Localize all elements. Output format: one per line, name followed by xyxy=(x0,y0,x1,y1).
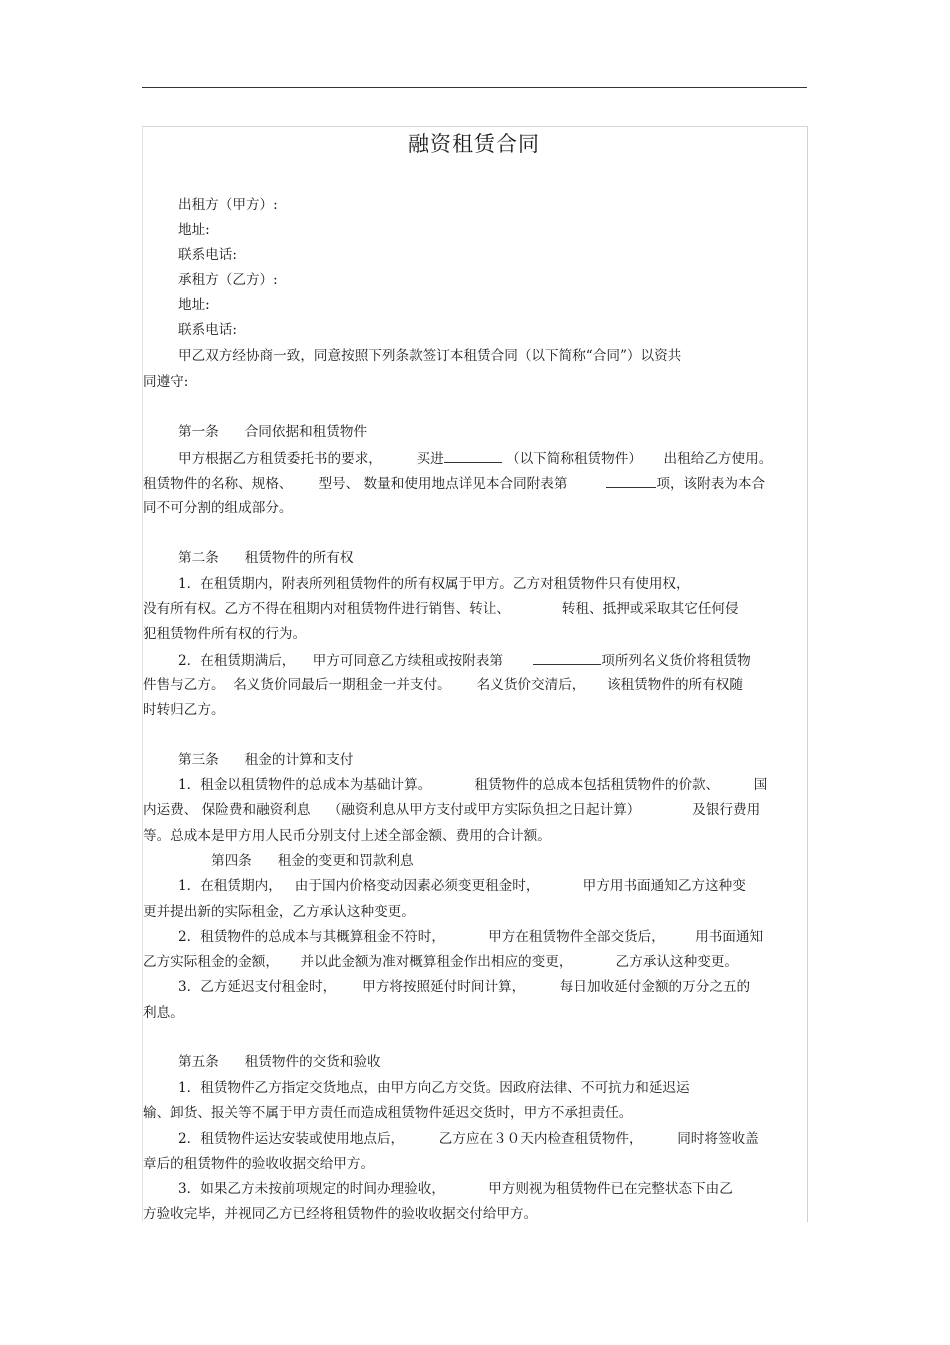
intro-line-2: 同遵守: xyxy=(143,374,189,390)
article-5-p1-line-2: 输、卸货、报关等不属于甲方责任而造成租赁物件延迟交货时，甲方不承担责任。 xyxy=(143,1105,633,1121)
article-5-p3-line-1: 3．如果乙方未按前项规定的时间办理验收， 甲方则视为租赁物件已在完整状态下由乙 xyxy=(178,1181,733,1197)
article-3-line-2: 内运费、 保险费和融资利息 （融资利息从甲方支付或甲方实际负担之日起计算） 及银行费用 xyxy=(143,802,761,818)
article-4-p1-line-1: 1．在租赁期内， 由于国内价格变动因素必须变更租金时， 甲方用书面通知乙方这种变 xyxy=(178,878,746,894)
article-2-p1-line-1: 1．在租赁期内，附表所列租赁物件的所有权属于甲方。乙方对租赁物件只有使用权， xyxy=(178,576,690,592)
article-2-p1-line-3: 犯租赁物件所有权的行为。 xyxy=(143,626,307,642)
article-4-p3-line-1: 3．乙方延迟支付租金时， 甲方将按照延付时间计算， 每日加收延付金额的万分之五的 xyxy=(178,979,751,995)
article-3-line-3: 等。总成本是甲方用人民币分别支付上述全部金额、费用的合计额。 xyxy=(143,828,551,844)
article-5-p2-line-2: 章后的租赁物件的验收收据交给甲方。 xyxy=(143,1156,375,1172)
article-4-heading: 第四条 租金的变更和罚款利息 xyxy=(211,853,414,869)
article-5-p2-line-1: 2．租赁物件运达安装或使用地点后， 乙方应在３０天内检查租赁物件， 同时将签收盖 xyxy=(178,1131,759,1147)
article-5-heading: 第五条 租赁物件的交货和验收 xyxy=(178,1054,381,1070)
lessor-label: 出租方（甲方）: xyxy=(178,197,278,213)
article-4-p2-line-2: 乙方实际租金的金额， 并以此金额为准对概算租金作出相应的变更， 乙方承认这种变更。 xyxy=(143,954,738,970)
article-1-line-1: 甲方根据乙方租赁委托书的要求， 买进 （以下简称租赁物件） 出租给乙方使用。 xyxy=(178,451,773,467)
article-1-line-3: 同不可分割的组成部分。 xyxy=(143,500,293,516)
blank-field xyxy=(444,449,502,463)
blank-field xyxy=(606,474,656,488)
article-2-heading: 第二条 租赁物件的所有权 xyxy=(178,550,354,566)
lessee-address-label: 地址: xyxy=(178,297,210,313)
article-4-p3-line-2: 利息。 xyxy=(143,1005,184,1021)
intro-line-1: 甲乙双方经协商一致，同意按照下列条款签订本租赁合同（以下简称“合同”）以资共 xyxy=(178,348,682,364)
lessee-label: 承租方（乙方）: xyxy=(178,272,278,288)
lessor-address-label: 地址: xyxy=(178,222,210,238)
article-4-p1-line-2: 更并提出新的实际租金，乙方承认这种变更。 xyxy=(143,904,415,920)
article-5-p1-line-1: 1．租赁物件乙方指定交货地点，由甲方向乙方交货。因政府法律、不可抗力和延迟运 xyxy=(178,1080,690,1096)
document-title: 融资租赁合同 xyxy=(408,132,540,156)
article-3-heading: 第三条 租金的计算和支付 xyxy=(178,752,354,768)
lessor-phone-label: 联系电话: xyxy=(178,247,237,263)
article-1-heading: 第一条 合同依据和租赁物件 xyxy=(178,424,368,440)
article-2-p2-line-2: 件售与乙方。 名义货价同最后一期租金一并支付。 名义货价交清后， 该租赁物件的所有权随 xyxy=(143,677,743,693)
article-4-p2-line-1: 2．租赁物件的总成本与其概算租金不符时， 甲方在租赁物件全部交货后， 用书面通知 xyxy=(178,929,764,945)
article-3-line-1: 1．租金以租赁物件的总成本为基础计算。 租赁物件的总成本包括租赁物件的价款、 国 xyxy=(178,777,768,793)
article-2-p1-line-2: 没有所有权。乙方不得在租期内对租赁物件进行销售、转让、 转租、抵押或采取其它任何侵 xyxy=(143,601,739,617)
header-rule xyxy=(142,87,807,88)
article-2-p2-line-1: 2．在租赁期满后， 甲方可同意乙方续租或按附表第 项所列名义货价将租赁物 xyxy=(178,653,751,669)
lessee-phone-label: 联系电话: xyxy=(178,322,237,338)
article-2-p2-line-3: 时转归乙方。 xyxy=(143,702,225,718)
article-1-line-2: 租赁物件的名称、规格、 型号、 数量和使用地点详见本合同附表第 项，该附表为本合 xyxy=(143,476,766,492)
blank-field xyxy=(533,651,601,665)
article-5-p3-line-2: 方验收完毕，并视同乙方已经将租赁物件的验收收据交付给甲方。 xyxy=(143,1206,538,1222)
